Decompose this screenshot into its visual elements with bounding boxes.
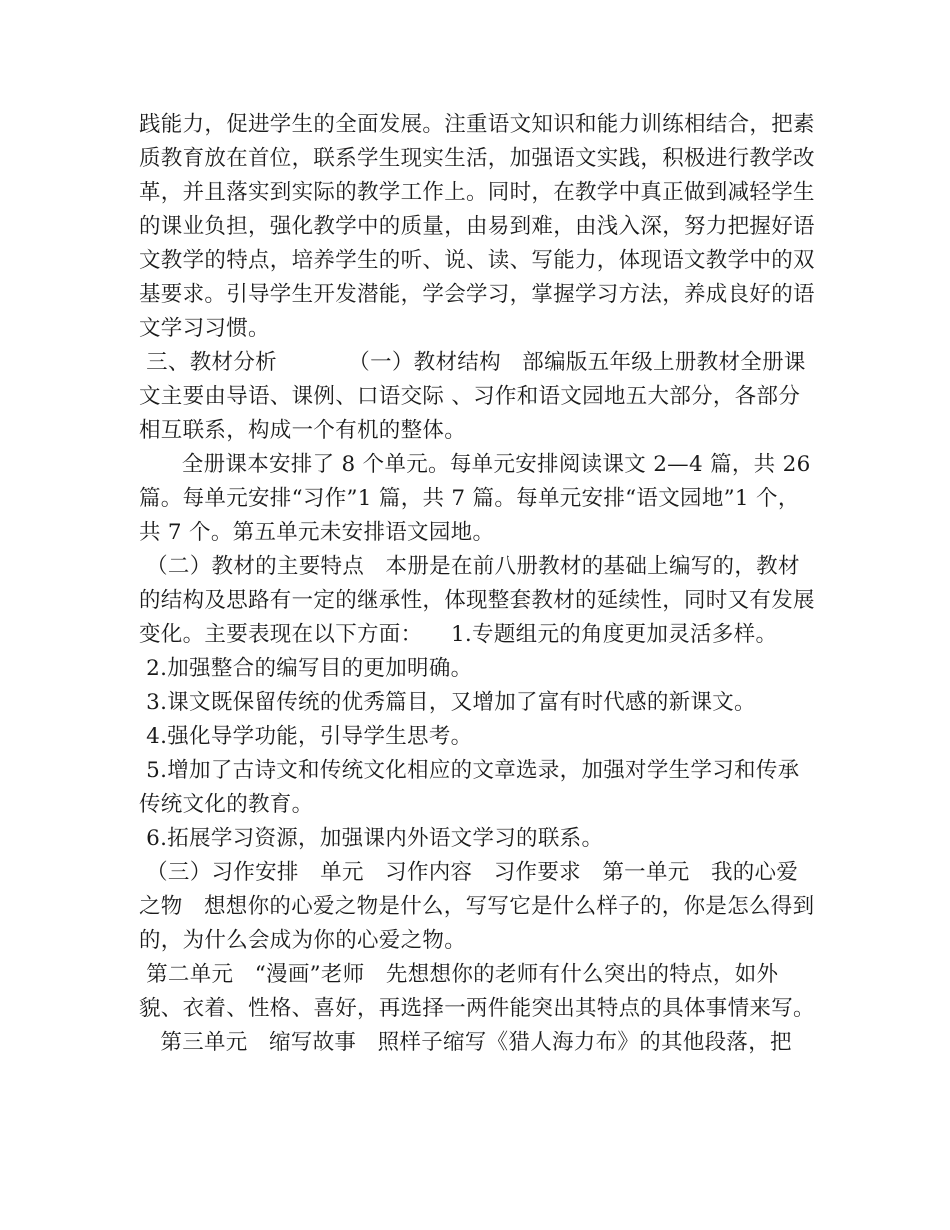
text-line: 的结构及思路有一定的继承性，体现整套教材的延续性，同时又有发展: [139, 588, 815, 613]
text-line: 貌、衣着、性格、喜好，再选择一两件能突出其特点的具体事情来写。: [139, 996, 815, 1021]
text-line: 全册课本安排了 8 个单元。每单元安排阅读课文 2—4 篇，共 26: [139, 452, 811, 477]
text-line: 的，为什么会成为你的心爱之物。: [139, 928, 467, 953]
list-item: 6.拓展学习资源，加强课内外语文学习的联系。: [139, 826, 604, 851]
text-line: 质教育放在首位，联系学生现实生活，加强语文实践，积极进行教学改: [139, 146, 815, 171]
text-line: 之物 想想你的心爱之物是什么，写写它是什么样子的，你是怎么得到: [139, 894, 815, 919]
document-body: [139, 108, 829, 1060]
text-line: 革，并且落实到实际的教学工作上。同时，在教学中真正做到减轻学生: [139, 180, 815, 205]
list-item: 3.课文既保留传统的优秀篇目，又增加了富有时代感的新课文。: [139, 690, 756, 715]
subsection-heading-line: （二）教材的主要特点 本册是在前八册教材的基础上编写的，教材: [139, 554, 800, 579]
text-line: 第二单元 “漫画”老师 先想想你的老师有什么突出的特点，如外: [139, 962, 779, 987]
text-line: 篇。每单元安排“习作”1 篇，共 7 篇。每单元安排“语文园地”1 个，: [139, 486, 800, 511]
text-line: 第三单元 缩写故事 照样子缩写《猎人海力布》的其他段落，把: [139, 1030, 792, 1055]
subsection-heading-line: （三）习作安排 单元 习作内容 习作要求 第一单元 我的心爱: [139, 860, 799, 885]
text-line: 文学习习惯。: [139, 316, 270, 341]
text-line: 的课业负担，强化教学中的质量，由易到难，由浅入深，努力把握好语: [139, 214, 815, 239]
list-item: 5.增加了古诗文和传统文化相应的文章选录，加强对学生学习和传承: [139, 758, 800, 783]
text-line: 文主要由导语、课例、口语交际 、习作和语文园地五大部分，各部分: [139, 384, 801, 409]
text-line: 相互联系，构成一个有机的整体。: [139, 418, 467, 443]
text-line: 变化。主要表现在以下方面： 1.专题组元的角度更加灵活多样。: [139, 622, 778, 647]
list-item: 4.强化导学功能，引导学生思考。: [139, 724, 473, 749]
text-line: 文教学的特点，培养学生的听、说、读、写能力，体现语文教学中的双: [139, 248, 815, 273]
list-item: 2.加强整合的编写目的更加明确。: [139, 656, 473, 681]
text-line: 共 7 个。第五单元未安排语文园地。: [139, 520, 495, 545]
text-line: 传统文化的教育。: [139, 792, 314, 817]
text-line: 基要求。引导学生开发潜能，学会学习，掌握学习方法，养成良好的语: [139, 282, 815, 307]
text-line: 践能力，促进学生的全面发展。注重语文知识和能力训练相结合，把素: [139, 112, 815, 137]
section-heading-line: 三、教材分析 （一）教材结构 部编版五年级上册教材全册课: [139, 350, 806, 375]
